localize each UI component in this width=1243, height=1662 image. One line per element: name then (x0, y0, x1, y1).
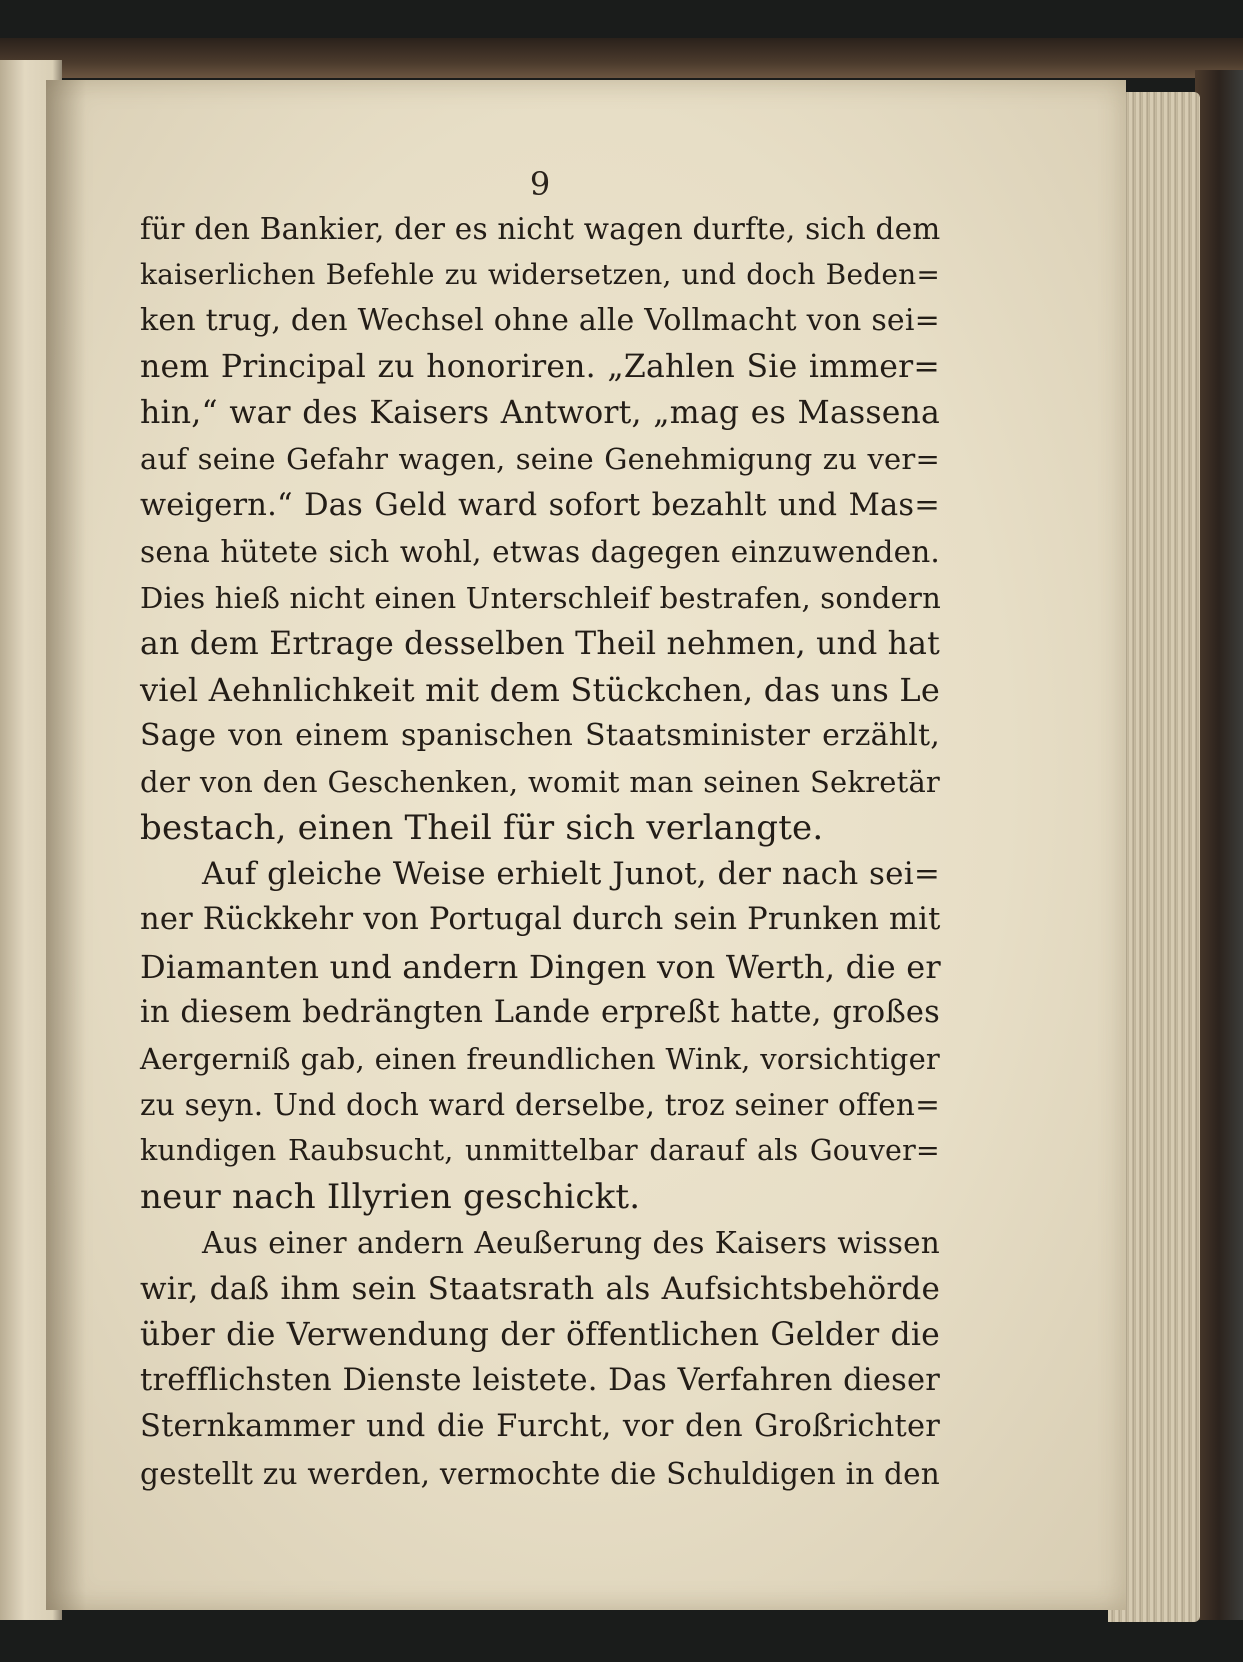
text-line: in diesem bedrängten Lande erpreßt hatte, großes (140, 994, 940, 1030)
page-number: 9 (529, 165, 551, 203)
text-line: gestellt zu werden, vermochte die Schuldigen in den (140, 1456, 940, 1491)
text-line: an dem Ertrage desselben Theil nehmen, und hat (140, 625, 940, 662)
text-line: Dies hieß nicht einen Unterschleif bestrafen, sondern (140, 580, 941, 615)
text-line: zu seyn. Und doch ward derselbe, troz seiner offen= (140, 1087, 940, 1122)
text-line: über die Verwendung der öffentlichen Gelder die (140, 1317, 940, 1354)
text-line: wir, daß ihm sein Staatsrath als Aufsichtsbehörde (140, 1271, 940, 1308)
text-line: trefflichsten Dienste leistete. Das Verfahren dieser (140, 1363, 940, 1399)
text-line: neur nach Illyrien geschickt. (140, 1176, 641, 1217)
text-line: Diamanten und andern Dingen von Werth, die er (140, 947, 941, 986)
text-line: nem Principal zu honoriren. „Zahlen Sie immer= (140, 349, 940, 386)
text-line: viel Aehnlichkeit mit dem Stückchen, das uns Le (140, 670, 940, 709)
text-line: weigern.“ Das Geld ward sofort bezahlt und Mas= (140, 487, 940, 523)
text-line: der von den Geschenken, womit man seinen Sekretär (140, 765, 940, 800)
text-line: für den Bankier, der es nicht wagen durfte, sich dem (140, 212, 941, 246)
book-cover-top-edge (0, 38, 1243, 78)
gutter-shadow (46, 80, 86, 1610)
text-line: ner Rückkehr von Portugal durch sein Prunken mit (140, 902, 941, 938)
body-text (140, 206, 940, 1497)
text-line: kundigen Raubsucht, unmittelbar darauf als Gouver= (140, 1133, 940, 1167)
text-line: kaiserlichen Befehle zu widersetzen, und doch Beden= (140, 258, 940, 292)
paragraph-start-line: Auf gleiche Weise erhielt Junot, der nach sei= (202, 856, 940, 893)
text-line: Sternkammer und die Furcht, vor den Großrichter (140, 1409, 940, 1445)
text-line: Aergerniß gab, einen freundlichen Wink, vorsichtiger (140, 1041, 940, 1076)
text-line: Sage von einem spanischen Staatsminister erzählt, (140, 718, 940, 754)
paragraph-start-line: Aus einer andern Aeußerung des Kaisers wissen (202, 1226, 940, 1261)
text-line: hin,“ war des Kaisers Antwort, „mag es Massena (140, 395, 940, 432)
text-line: auf seine Gefahr wagen, seine Genehmigung zu ver= (140, 442, 940, 477)
text-line: ken trug, den Wechsel ohne alle Vollmacht von sei= (140, 303, 940, 339)
text-line: bestach, einen Theil für sich verlangte. (140, 808, 824, 849)
book-cover-right-edge (1195, 70, 1243, 1620)
text-line: sena hütete sich wohl, etwas dagegen einzuwenden. (140, 534, 940, 569)
